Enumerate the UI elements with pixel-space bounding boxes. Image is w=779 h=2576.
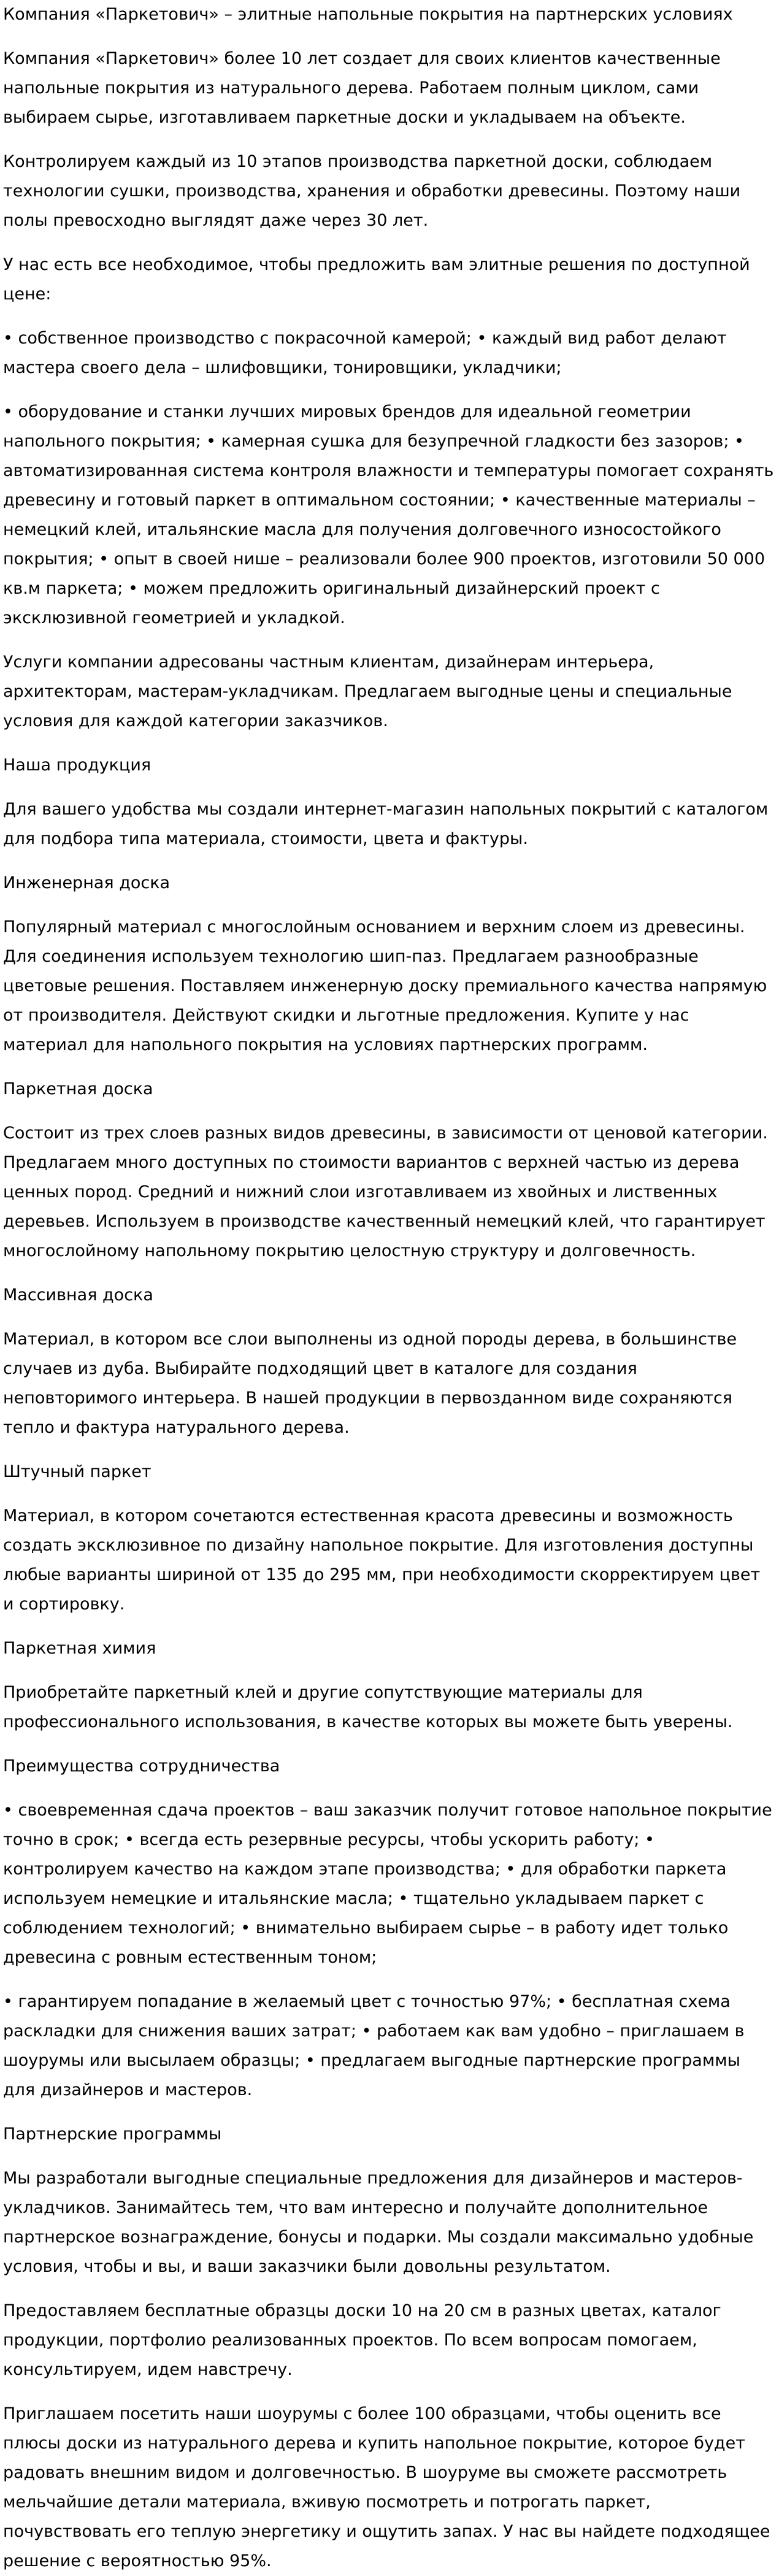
piece-parquet-text: Материал, в котором сочетаются естественная красота древесины и возможность создать эксклюзивное по дизайну напольное покрытие. Для изготовления доступны любые варианты шириной от 135 до 295 мм, при необходимости скорректируем цвет и сортировку. bbox=[3, 1506, 761, 1614]
intro-paragraph-3: У нас есть все необходимое, чтобы предложить вам элитные решения по доступной цене: bbox=[3, 255, 750, 304]
partner-programs-heading: Партнерские программы bbox=[3, 2125, 222, 2144]
parquet-chemistry-heading: Паркетная химия bbox=[3, 1639, 156, 1658]
page-title: Компания «Паркетович» – элитные напольные покрытия на партнерских условиях bbox=[3, 5, 733, 24]
advantages-heading: Преимущества сотрудничества bbox=[3, 1757, 280, 1776]
solid-board-heading: Массивная доска bbox=[3, 1286, 153, 1305]
engineered-board-heading: Инженерная доска bbox=[3, 873, 171, 892]
intro-paragraph-2: Контролируем каждый из 10 этапов производства паркетной доски, соблюдаем технологии сушки, производства, хранения и обработки древесины. Поэтому наши полы превосходно выглядят даже через 30 лет. bbox=[3, 152, 741, 230]
parquet-board-heading: Паркетная доска bbox=[3, 1079, 153, 1098]
partner-programs-text-2: Предоставляем бесплатные образцы доски 10 на 20 см в разных цветах, каталог продукции, портфолио реализованных проектов. По всем вопросам помогаем, консультируем, идем навстречу. bbox=[3, 2301, 721, 2379]
parquet-board-text: Состоит из трех слоев разных видов древесины, в зависимости от ценовой категории. Предлагаем много доступных по стоимости вариантов с верхней частью из дерева ценных пород. Средний и нижний слои изготавливаем из хвойных и лиственных деревьев. Используем в производстве качественный немецкий клей, что гарантирует многослойному напольному покрытию целостную структуру и долговечность. bbox=[3, 1124, 768, 1260]
partner-programs-text-1: Мы разработали выгодные специальные предложения для дизайнеров и мастеров-укладчиков. Занимайтесь тем, что вам интересно и получайте дополнительное партнерское вознаграждение, бонусы и подарки. Мы создали максимально удобные условия, чтобы и вы, и ваши заказчики были довольны результатом. bbox=[3, 2169, 754, 2276]
solid-board-text: Материал, в котором все слои выполнены из одной породы дерева, в большинстве случаев из дуба. Выбирайте подходящий цвет в каталоге для создания неповторимого интерьера. В нашей продукции в первозданном виде сохраняются тепло и фактура натурального дерева. bbox=[3, 1330, 737, 1437]
advantages-bullets-1: • своевременная сдача проектов – ваш заказчик получит готовое напольное покрытие точно в срок; • всегда есть резервные ресурсы, чтобы ускорить работу; • контролируем качество на каждом этапе производства; • для обработки паркета используем немецкие и итальянские масла; • тщательно укладываем паркет с соблюдением технологий; • внимательно выбираем сырье – в работу идет только древесина с ровным естественным тоном; bbox=[3, 1801, 772, 1967]
parquet-chemistry-text: Приобретайте паркетный клей и другие сопутствующие материалы для профессионального использования, в качестве которых вы можете быть уверены. bbox=[3, 1683, 733, 1731]
piece-parquet-heading: Штучный паркет bbox=[3, 1462, 152, 1481]
intro-paragraph-1: Компания «Паркетович» более 10 лет создает для своих клиентов качественные напольные покрытия из натурального дерева. Работаем полным циклом, сами выбираем сырье, изготавливаем паркетные доски и укладываем на объекте. bbox=[3, 49, 721, 127]
advantages-bullets-2: • гарантируем попадание в желаемый цвет с точностью 97%; • бесплатная схема раскладки для снижения ваших затрат; • работаем как вам удобно – приглашаем в шоурумы или высылаем образцы; • предлагаем выгодные партнерские программы для дизайнеров и мастеров. bbox=[3, 1992, 745, 2099]
products-intro: Для вашего удобства мы создали интернет-магазин напольных покрытий с каталогом для подбора типа материала, стоимости, цвета и фактуры. bbox=[3, 800, 769, 848]
intro-bullets-1: • собственное производство с покрасочной камерой; • каждый вид работ делают мастера своего дела – шлифовщики, тонировщики, укладчики; bbox=[3, 329, 727, 377]
showroom-text: Приглашаем посетить наши шоурумы с более 100 образцами, чтобы оценить все плюсы доски из натурального дерева и купить напольное покрытие, которое будет радовать внешним видом и долговечностью. В шоуруме вы сможете рассмотреть мельчайшие детали материала, вживую посмотреть и потрогать паркет, почувствовать его теплую энергетику и ощутить запах. У нас вы найдете подходящее решение с вероятностью 95%. bbox=[3, 2404, 770, 2570]
intro-paragraph-4: Услуги компании адресованы частным клиентам, дизайнерам интерьера, архитекторам, мастерам-укладчикам. Предлагаем выгодные цены и специальные условия для каждой категории заказчиков. bbox=[3, 653, 732, 730]
products-heading: Наша продукция bbox=[3, 756, 152, 775]
intro-bullets-2: • оборудование и станки лучших мировых брендов для идеальной геометрии напольного покрытия; • камерная сушка для безупречной гладкости без зазоров; • автоматизированная система контроля влажности и температуры помогает сохранять древесину и готовый паркет в оптимальном состоянии; • качественные материалы – немецкий клей, итальянские масла для получения долговечного износостойкого покрытия; • опыт в своей нише – реализовали более 900 проектов, изготовили 50 000 кв.м паркета; • можем предложить оригинальный дизайнерский проект с эксклюзивной геометрией и укладкой. bbox=[3, 402, 774, 627]
engineered-board-text: Популярный материал с многослойным основанием и верхним слоем из древесины. Для соединения используем технологию шип-паз. Предлагаем разнообразные цветовые решения. Поставляем инженерную доску премиального качества напрямую от производителя. Действуют скидки и льготные предложения. Купите у нас материал для напольного покрытия на условиях партнерских программ. bbox=[3, 918, 767, 1054]
